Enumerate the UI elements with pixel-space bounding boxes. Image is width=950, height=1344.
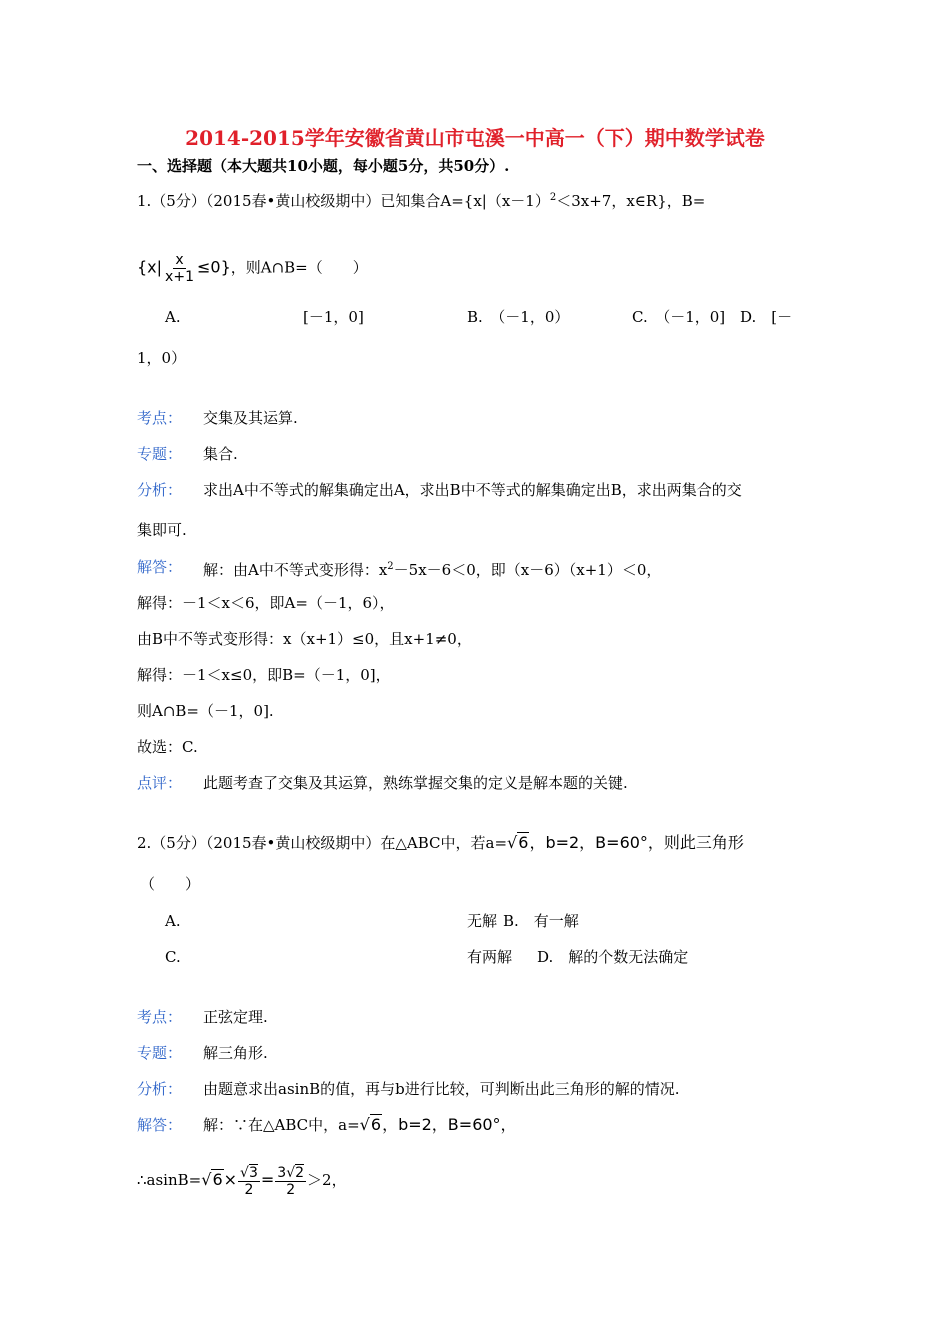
q2-zhuanti: 解三角形. xyxy=(203,1044,268,1062)
q1-fenxi: 求出A中不等式的解集确定出A，求出B中不等式的解集确定出B，求出两集合的交 xyxy=(203,481,742,499)
q2-stem-sqrt: √6 xyxy=(507,833,529,852)
q2-jieda-sqrt-rad: 6 xyxy=(370,1115,382,1134)
q2-kaodian: 正弦定理. xyxy=(203,1008,268,1026)
q1-jieda-line3: 由B中不等式变形得：x（x+1）≤0，且x+1≠0， xyxy=(137,630,472,648)
q1-option-c: C. （－1，0] xyxy=(632,308,726,326)
q2-jieda-line1-text: 解：∵在△ABC中，a= xyxy=(203,1116,360,1134)
q1-dianping-label: 点评： xyxy=(137,774,183,792)
q1-jieda-line1 xyxy=(203,557,661,580)
q2-option-c: 有两解 xyxy=(467,948,513,966)
q2-stem-tail: ，b=2，B=60°，则此三角形 xyxy=(529,833,744,852)
q2-option-a: 无解 xyxy=(467,912,498,930)
q2-calc-line xyxy=(137,1160,347,1200)
q2-calc-frac1-num-rad: 3 xyxy=(248,1164,258,1181)
page-title: 2014-2015学年安徽省黄山市屯溪一中高一（下）期中数学试卷 xyxy=(185,126,765,150)
q2-option-c-label: C. xyxy=(165,948,181,966)
q1-jieda-label: 解答： xyxy=(137,558,183,576)
q2-calc-sqrt: √6 xyxy=(201,1170,223,1189)
q2-calc-frac1-num: √3 xyxy=(240,1164,258,1181)
q1-setb-open: {x| xyxy=(137,257,163,277)
q2-calc-sqrt-rad: 6 xyxy=(212,1170,223,1189)
q2-jieda-sqrt: √6 xyxy=(359,1115,382,1134)
q1-option-b: B. （－1，0） xyxy=(467,308,570,326)
q2-option-a-label: A. xyxy=(165,912,181,930)
q2-stem-sqrt-rad: 6 xyxy=(518,833,529,852)
q1-jieda-line1-b: －5x－6＜0，即（x－6）（x+1）＜0， xyxy=(393,561,662,579)
q2-option-d: D. 解的个数无法确定 xyxy=(537,948,689,966)
q2-jieda-label: 解答： xyxy=(137,1116,183,1134)
q1-kaodian-label: 考点： xyxy=(137,409,183,427)
q2-jieda-line1-tail: ，b=2，B=60°， xyxy=(382,1115,517,1134)
q1-option-a-label: A. xyxy=(165,308,181,326)
q2-calc-frac2-num: 3√2 xyxy=(277,1164,305,1181)
q1-jieda-line2: 解得：－1＜x＜6，即A=（－1，6）， xyxy=(137,594,395,612)
q1-fenxi-label: 分析： xyxy=(137,481,183,499)
q2-jieda-line1 xyxy=(203,1115,517,1135)
q1-zhuanti-label: 专题： xyxy=(137,445,183,463)
q1-stem xyxy=(137,188,705,211)
q2-calc-frac2-den: 2 xyxy=(286,1181,296,1198)
q1-kaodian: 交集及其运算. xyxy=(203,409,298,427)
q2-zhuanti-label: 专题： xyxy=(137,1044,183,1062)
q1-option-d: D. [－ xyxy=(740,308,793,326)
section-heading: 一、选择题（本大题共10小题，每小题5分，共50分）. xyxy=(137,157,510,175)
q1-fraction xyxy=(163,252,196,285)
q2-paren: （ ） xyxy=(140,875,201,893)
q2-calc-tail: ＞2， xyxy=(307,1171,347,1189)
q1-option-d-cont: 1，0） xyxy=(137,349,187,367)
q1-stem-sup: 2 xyxy=(549,192,557,203)
q1-jieda-line1-a: 解：由A中不等式变形得：x xyxy=(203,561,388,579)
q2-fenxi: 由题意求出asinB的值，再与b进行比较，可判断出此三角形的解的情况. xyxy=(203,1080,680,1098)
q2-calc-frac1 xyxy=(238,1165,260,1198)
q2-kaodian-label: 考点： xyxy=(137,1008,183,1026)
q2-calc-prefix: ∴asinB= xyxy=(137,1171,202,1189)
q2-fenxi-label: 分析： xyxy=(137,1080,183,1098)
q2-calc-times: × xyxy=(223,1170,238,1189)
q1-stem-text: 1.（5分）（2015春•黄山校级期中）已知集合A={x|（x－1） xyxy=(137,192,550,210)
q1-jieda-line4: 解得：－1＜x≤0，即B=（－1，0]， xyxy=(137,666,391,684)
q1-fraction-den: x+1 xyxy=(165,269,194,285)
q2-calc-frac1-den: 2 xyxy=(244,1181,254,1198)
q1-jieda-line5: 则A∩B=（－1，0]. xyxy=(137,702,274,720)
q1-fenxi-cont: 集即可. xyxy=(137,521,187,539)
q1-set-b xyxy=(137,252,368,285)
q1-setb-close: ≤0} xyxy=(196,257,231,277)
q1-fraction-num: x xyxy=(175,252,184,268)
q2-option-b: B. 有一解 xyxy=(503,912,579,930)
q1-jieda-line1-sup: 2 xyxy=(387,561,394,572)
q1-dianping: 此题考查了交集及其运算，熟练掌握交集的定义是解本题的关键. xyxy=(203,774,628,792)
q1-jieda-line6: 故选：C. xyxy=(137,738,198,756)
q2-calc-frac2 xyxy=(275,1165,306,1198)
q2-stem xyxy=(137,833,744,853)
q2-stem-text: 2.（5分）（2015春•黄山校级期中）在△ABC中，若a= xyxy=(137,834,508,852)
q2-calc-frac2-coef: 3 xyxy=(277,1164,287,1181)
q1-zhuanti: 集合. xyxy=(203,445,238,463)
q1-option-a: [－1，0] xyxy=(303,308,364,326)
q1-stem-tail: ＜3x+7，x∈R}，B= xyxy=(556,192,706,210)
q2-calc-frac2-rad: 2 xyxy=(295,1164,305,1181)
q1-setb-tail: ，则A∩B=（ ） xyxy=(230,258,368,277)
q2-calc-eq: = xyxy=(260,1170,275,1189)
